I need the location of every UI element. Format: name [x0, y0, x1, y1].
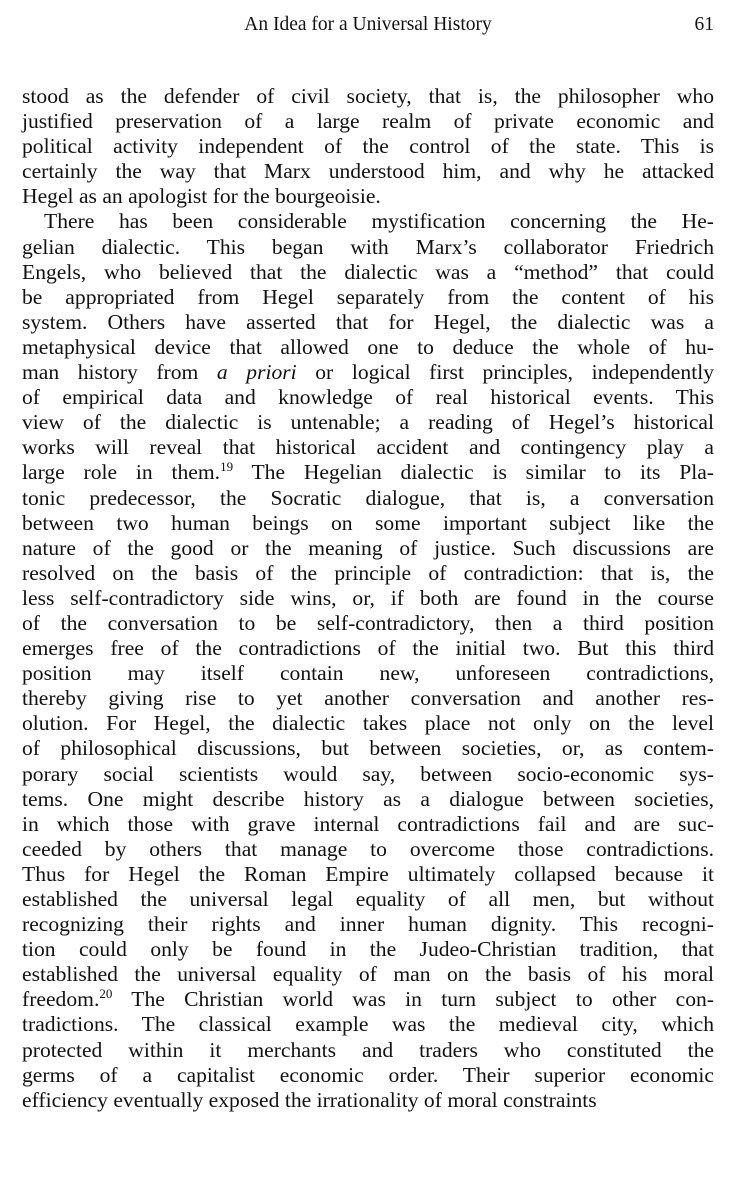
text-line: protected within it merchants and traders who constituted the: [22, 1037, 714, 1062]
text-line: tems. One might describe history as a dialogue between societies,: [22, 786, 714, 811]
text-line: certainly the way that Marx understood him, and why he attacked: [22, 159, 714, 184]
paragraph: [22, 84, 714, 209]
text-line: of the conversation to be self-contradictory, then a third position: [22, 610, 714, 635]
paragraph: [22, 209, 714, 1112]
text-line: system. Others have asserted that for Hegel, the dialectic was a: [22, 309, 714, 334]
text-line: be appropriated from Hegel separately from the content of his: [22, 284, 714, 309]
text-line: political activity independent of the control of the state. This is: [22, 134, 714, 159]
text-segment: freedom.: [22, 987, 100, 1012]
text-line: tradictions. The classical example was the medieval city, which: [22, 1012, 714, 1037]
text-line: position may itself contain new, unforeseen contradictions,: [22, 661, 714, 686]
text-line: emerges free of the contradictions of the initial two. But this third: [22, 636, 714, 661]
text-line: Thus for Hegel the Roman Empire ultimately collapsed because it: [22, 861, 714, 886]
text-line: Hegel as an apologist for the bourgeoisie.: [22, 184, 381, 209]
text-line: of philosophical discussions, but between societies, or, as contem-: [22, 736, 714, 761]
text-line: ceeded by others that manage to overcome those contradictions.: [22, 836, 714, 861]
text-line: tonic predecessor, the Socratic dialogue, that is, a conversation: [22, 485, 714, 510]
book-page: [22, 0, 714, 1113]
text-segment: or logical first principles, independently: [296, 360, 714, 385]
text-segment: The Christian world was in turn subject to other con-: [112, 987, 714, 1012]
text-line: metaphysical device that allowed one to deduce the whole of hu-: [22, 334, 714, 359]
text-line: view of the dialectic is untenable; a reading of Hegel’s historical: [22, 410, 714, 435]
text-line: Engels, who believed that the dialectic was a “method” that could: [22, 259, 714, 284]
text-line: established the universal equality of man on the basis of his moral: [22, 962, 714, 987]
running-title: An Idea for a Universal History: [244, 14, 492, 35]
text-line: stood as the defender of civil society, that is, the philosopher who: [22, 84, 714, 108]
text-line: [22, 360, 714, 385]
text-line: less self-contradictory side wins, or, if both are found in the course: [22, 585, 714, 610]
text-segment: man history from: [22, 360, 217, 385]
text-line: gelian dialectic. This began with Marx’s collaborator Friedrich: [22, 234, 714, 259]
footnote-marker: 20: [99, 986, 113, 1002]
text-line: thereby giving rise to yet another conversation and another res-: [22, 686, 714, 711]
text-line: of empirical data and knowledge of real historical events. This: [22, 385, 714, 410]
text-line: [22, 987, 714, 1012]
text-line: tion could only be found in the Judeo-Christian tradition, that: [22, 937, 714, 962]
text-line: olution. For Hegel, the dialectic takes place not only on the level: [22, 711, 714, 736]
text-segment: The Hegelian dialectic is similar to its Pla-: [233, 460, 714, 485]
footnote-marker: 19: [220, 459, 234, 475]
text-line: in which those with grave internal contradictions fail and are suc-: [22, 811, 714, 836]
text-line: established the universal legal equality of all men, but without: [22, 887, 714, 911]
text-line: There has been considerable mystification concerning the He-: [44, 209, 714, 234]
page-number: 61: [694, 14, 714, 35]
text-line: [22, 460, 714, 485]
italic-term: a priori: [216, 360, 297, 385]
running-header: [22, 0, 714, 44]
text-line: recognizing their rights and inner human dignity. This recogni-: [22, 912, 714, 937]
text-line: justified preservation of a large realm of private economic and: [22, 109, 714, 134]
text-line: resolved on the basis of the principle of contradiction: that is, the: [22, 560, 714, 585]
text-line: germs of a capitalist economic order. Their superior economic: [22, 1062, 714, 1087]
text-line: porary social scientists would say, between socio-economic sys-: [22, 761, 714, 786]
text-line: efficiency eventually exposed the irrationality of moral constraints: [22, 1087, 597, 1112]
text-line: nature of the good or the meaning of justice. Such discussions are: [22, 535, 714, 560]
body-text: [22, 84, 714, 1113]
text-segment: large role in them.: [22, 460, 221, 485]
text-line: works will reveal that historical accident and contingency play a: [22, 435, 714, 460]
text-line: between two human beings on some important subject like the: [22, 510, 714, 535]
